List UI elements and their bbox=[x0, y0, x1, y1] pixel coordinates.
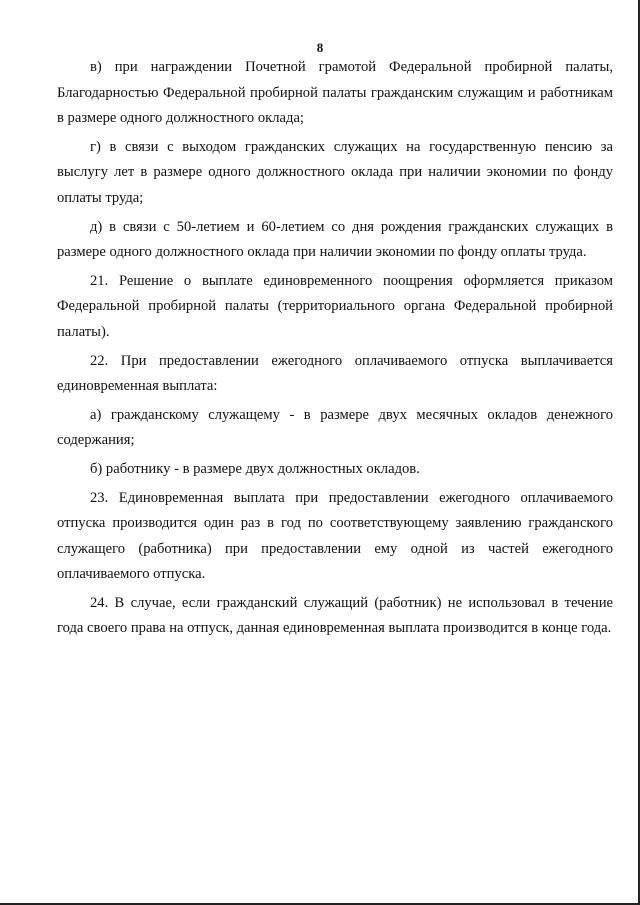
paragraph-d: д) в связи с 50-летием и 60-летием со дня рождения гражданских служащих в размере одного должностного оклада при наличии экономии по фонду оплаты труда. bbox=[57, 218, 613, 261]
paragraph-24: 24. В случае, если гражданский служащий (работник) не использовал в течение года своего права на отпуск, данная единовременная выплата производится в конце года. bbox=[57, 594, 613, 637]
paragraph-v: в) при награждении Почетной грамотой Федеральной пробирной палаты, Благодарностью Федеральной пробирной палаты гражданским служащим и работникам в размере одного должностного оклада; bbox=[57, 59, 613, 127]
paragraph-a: а) гражданскому служащему - в размере двух месячных окладов денежного содержания; bbox=[57, 406, 613, 449]
paragraph-b: б) работнику - в размере двух должностных окладов. bbox=[90, 460, 420, 477]
document-body bbox=[57, 55, 613, 645]
paragraph-21: 21. Решение о выплате единовременного поощрения оформляется приказом Федеральной пробирной палаты (территориального органа Федеральной пробирной палаты). bbox=[57, 272, 613, 340]
paragraph-23: 23. Единовременная выплата при предоставлении ежегодного оплачиваемого отпуска производится один раз в год по соответствующему заявлению гражданского служащего (работника) при предоставлении ему одной из частей ежегодного оплачиваемого отпуска. bbox=[57, 489, 613, 583]
paragraph-g: г) в связи с выходом гражданских служащих на государственную пенсию за выслугу лет в размере одного должностного оклада при наличии экономии по фонду оплаты труда; bbox=[57, 138, 613, 206]
page-number: 8 bbox=[316, 40, 324, 55]
paragraph-22: 22. При предоставлении ежегодного оплачиваемого отпуска выплачивается единовременная выплата: bbox=[57, 352, 613, 395]
